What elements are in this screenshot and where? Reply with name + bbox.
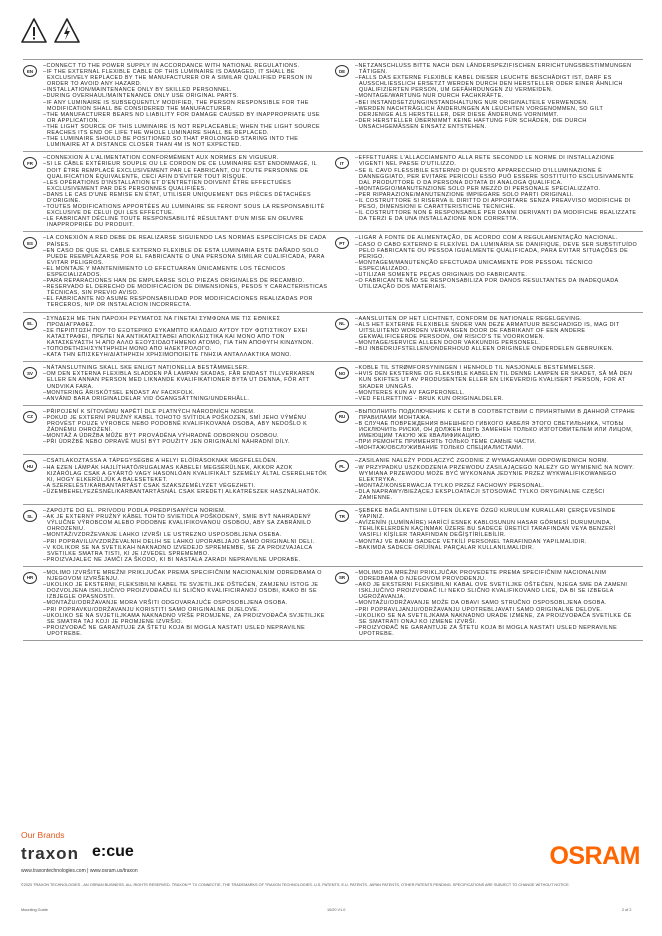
instruction-item: –В СЛУЧАЕ ПОВРЕЖДЕНИЯ ВНЕШНЕГО ГИБКОГО КАБЕЛЯ ЭТОГО СВЕТИЛЬНИКА, ЧТОБЫ ИСКЛЮЧИТЬ РИСКИ, ОН ДОЛЖЕН БЫТЬ ЗАМЕНЕН ТОЛЬКО ИЗГОТОВИТЕЛЕМ ИЛИ ЛИЦОМ, ИМЕЮЩИМ ТАКУЮ ЖЕ КВАЛИФИКАЦИЮ.: [355, 420, 634, 440]
instruction-item: –MONTAŽU/ODRŽAVANJE MORA VRŠITI ODGOVARAJUĆE OSPOSOBLJENA OSOBA.: [43, 600, 288, 607]
instruction-item: –CONNECT TO THE POWER SUPPLY IN ACCORDANCE WITH NATIONAL REGULATIONS.: [43, 63, 300, 69]
instruction-item: –THE MANUFACTURER BEARS NO LIABILITY FOR DAMAGE CAUSED BY INAPPROPRIATE USE OR APPLICATION.: [43, 111, 320, 124]
instruction-list: [43, 570, 329, 637]
instruction-list: [43, 155, 329, 228]
instruction-item: –ZASILANIE NALEŻY PODŁĄCZYĆ ZGODNIE Z WYMAGANIAMI ODPOWIEDNICH NORM.: [355, 458, 609, 465]
instruction-item: –МОНТАЖ/ОБСЛУЖИВАНИЕ ТОЛЬКО СПЕЦИАЛИСТАМИ.: [355, 445, 524, 452]
instruction-list: [43, 409, 329, 452]
language-block: [23, 232, 333, 311]
instruction-item: –A SZERELÉST/KARBANTARTÁST CSAK SZAKSZEMÉLYZET VÉGEZHETI.: [43, 482, 256, 489]
instruction-item: –AKO JE EKSTERNI FLEKSIBILNI KABAL OVE SVETILJKE OŠTEĆEN, NJEGA SME DA ZAMENI ISKLJUČIVO PROIZVOĐAČ ILI NEKO SLIČNO KVALIFIKOVANO LICE, DA BI SE IZBEGLA UGROŽAVANJA.: [355, 582, 628, 601]
language-block: [23, 455, 333, 504]
language-block: [23, 567, 333, 640]
page-number: 2 of 2: [622, 908, 632, 912]
instruction-item: –DLA NAPRAWY/BIEŻĄCEJ EKSPLOATACJI STOSOWAĆ TYLKO ORYGINALNE CZĘŚCI ZAMIENNE.: [355, 488, 605, 501]
language-code-badge: HU: [23, 460, 37, 472]
language-block: [333, 505, 643, 566]
language-block: [23, 505, 333, 566]
instruction-item: –MOLIMO DA MREŽNI PRIKLJUČAK PROVEDETE PREMA SPECIFIČNIM NACIONALNIM ODREDBAMA O NJEGOVOM PROVOĐENJU.: [355, 569, 607, 583]
instruction-item: –AANSLUITEN OP HET LICHTNET, CONFORM DE NATIONALE REGELGEVING.: [355, 315, 583, 322]
instruction-item: –AK JE EXTERNÝ PRUŽNÝ KÁBEL TOHTO SVIETIDLA POŠKODENÝ, SMIE BYŤ NAHRADENÝ VÝLUČNE VÝROBCOM ALEBO PODOBNE KVALIFIKOVANOU OSOBOU, ABY SA ZABRÁNILO OHROZENIU.: [43, 514, 312, 533]
instruction-item: –ΤΟΠΟΘΕΤΗΣΗ/ΣΥΝΤΗΡΗΣΗ ΜΟΝΟ ΑΠΟ ΗΛΕΚΤΡΟΛΟΓΟ.: [43, 346, 212, 353]
instruction-item: –PŘIPOJENÍ K SÍTOVÉMU NAPĚTÍ DLE PLATNÝCH NÁRODNÍCH NOREM.: [43, 408, 256, 415]
instruction-item: –MONTAŻ/KONSERWACJA TYLKO PRZEZ FACHOWY PERSONAL.: [355, 482, 545, 489]
instruction-item: –CASO O CABO EXTERNO E FLEXÍVEL DA LUMINÁRIA SE DANIFIQUE, DEVE SER SUBSTITUÍDO PELO FABRICANTE OU PESSOA IGUALMENTE QUALIFICADA, PARA EVITAR SITUAÇÕES DE PERIGO.: [355, 241, 638, 260]
instruction-item: –PROIZVAJALEC NE JAMČI ZA ŠKODO, KI BI NASTALA ZARADI NEPRAVILNE UPORABE.: [43, 556, 301, 563]
instruction-item: –THE LIGHT SOURCE OF THIS LUMINAIRE IS NOT REPLACEABLE; WHEN THE LIGHT SOURCE REACHES ITS END OF LIFE THE WHOLE LUMINAIRE SHALL BE REPLACED.: [43, 123, 321, 137]
instruction-item: –AVİZENİN (LUMİNAİRE) HARİCİ ESNEK KABLOSUNUN HASAR GÖRMESİ DURUMUNDA, TEHLİKELERDEN KAÇINMAK ÜZERE BU SADECE ÜRETİCİ TARAFINDAN VEYA BENZERİ VASIFLI KİŞİLER TARAFINDAN DEĞİŞTİRİLEBİLİR.: [355, 520, 616, 539]
instruction-item: –UKOLIKO SE NA SVJETILJKAMA NAKNADNO VRŠE PROMJENE, ZA PROIZVOĐAČA SVJETILJKE SE SMATRA TAJ KOJI JE PROMJENE IZVRŠIO.: [43, 612, 325, 625]
instruction-item: –NÄTANSLUTNING SKALL SKE ENLIGT NATIONELLA BESTÄMMELSER.: [43, 365, 250, 372]
language-code-badge: HR: [23, 572, 37, 584]
instruction-item: –MONTAJ VE BAKIM SADECE VETKİLİ PERSONEL TARAFINDAN YAPILMALIDIR.: [355, 538, 587, 545]
language-code-badge: SR: [335, 572, 349, 584]
instruction-item: –PRI POPRAVILU/VZDRŽEVALNIH DELIH SE LAHKO UPORABLJAJO SAMO ORIGINALNI DELI.: [43, 538, 315, 545]
instruction-item: –TOUTES MODIFICATIONS APPORTÉES AU LUMINAIRE SE FERONT SOUS LA RESPONSABILITÉ EXCLUSIVE DE CELUI QUI LES EFFECTUE.: [43, 204, 325, 217]
instruction-list: [355, 63, 639, 148]
language-row: [23, 454, 643, 504]
instruction-item: –VED FEILRETTING - BRUK KUN ORIGINALDELER.: [355, 395, 504, 402]
language-code-badge: RU: [335, 411, 349, 423]
instruction-item: –LE FABRICANT DÉCLINE TOUTE RESPONSABILITÉ RÉSULTANT D'UN MISE EN OEUVRE INAPPROPRIÉE DU PRODUIT.: [43, 216, 304, 229]
language-code-badge: SV: [23, 367, 37, 379]
language-row: [23, 405, 643, 455]
instruction-item: –LIGAR À FONTE DE ALIMENTAÇÃO, DE ACORDO COM A REGULAMENTAÇÃO NACIONAL.: [355, 235, 618, 242]
instruction-item: –ВЫПОЛНИТЬ ПОДКЛЮЧЕНИЕ К СЕТИ В СООТВЕТСТВИИ С ПРИНЯТЫМИ В ДАННОЙ СТРАНЕ ПРАВИЛАМИ МОНТАЖА.: [355, 408, 636, 421]
instruction-item: –EN CASO DE QUE EL CABLE EXTERNO FLEXIBLE DE ESTA LUMINARIA ESTE DAÑADO SOLO PUEDE REEMPLAZARSE POR EL FABRICANTE O UNA PERSONA SIMILAR CUALIFICADA, PARA EVITAR PELIGROS.: [43, 247, 325, 266]
instruction-item: –KOBLE TIL STRØMFORSYNINGEN I HENHOLD TIL NASJONALE BESTEMMELSER.: [355, 365, 596, 372]
instruction-item: –EFFETTUARE L'ALLACCIAMENTO ALLA RETE SECONDO LE NORME DI INSTALLAZIONE VIGENTI NEL PAESE D'UTILIZZO.: [355, 155, 615, 168]
warning-triangle-icon: [20, 17, 48, 45]
language-code-badge: PL: [335, 460, 349, 472]
instruction-item: –ÜZEMBEHELYEZÉSNÉL/KARBANTARTÁSNÁL CSAK EREDETI ALKATRÉSZEK HASZNÁLHATÓK.: [43, 488, 321, 495]
traxon-logo: traxon: [21, 844, 79, 863]
instruction-item: –LES OPÉRATIONS D'INSTALLATION ET D'ENTRETIEN DOIVENT ÊTRE EFFECTUÉES EXCLUSIVEMENT PAR DES PERSONNES QUALIFIÉES.: [43, 179, 292, 192]
instruction-item: –MONTÁŽ/VZDRŽEVANJE LAHKO IZVRŠI LE USTREZNO USPOSOBLJENA OSEBA.: [43, 532, 282, 539]
language-block: [23, 152, 333, 231]
instruction-item: –IL COSTRUTTORE NON È RESPONSABILE PER DANNI DERIVANTI DA MODIFICHE REALIZZATE DA TERZI E DA UNA INSTALLAZIONE NON CORRETTA.: [355, 210, 637, 223]
language-code-badge: PT: [335, 237, 349, 249]
document-version: 10/20 V1.0: [327, 908, 346, 912]
instruction-item: –CSATLAKOZTASSA A TÁPEGYSÉGBE A HELYI ELŐÍRÁSOKNAK MEGFELELŐEN.: [43, 458, 278, 465]
language-row: [23, 361, 643, 405]
instruction-item: –ΣΥΝΔΕΣΗ ΜΕ ΤΗΝ ΠΑΡΟΧΗ ΡΕΥΜΑΤΟΣ ΝΑ ΓΙΝΕΤΑΙ ΣΥΜΦΩΝΑ ΜΕ ΤΙΣ ΕΘΝΙΚΕΣ ΠΡΟΔΙΑΓΡΑΦΕΣ.: [43, 315, 281, 328]
language-code-badge: ES: [23, 237, 37, 249]
instruction-item: –MONTERING ÄR/SKÖTSEL ENDAST AV FACKFOLK.: [43, 389, 195, 396]
instruction-list: [43, 458, 329, 501]
instruction-item: –O FABRICANTE NÃO SE RESPONSABILIZA POR DANOS RESULTANTES DA INADEQUADA UTILIZAÇÃO DOS MATERIAIS.: [355, 278, 619, 291]
language-row: [23, 312, 643, 362]
instruction-item: –ZAPOJTE DO EL. PRIVODU PODLA PREDPISANÝCH NORIEM.: [43, 508, 227, 515]
instruction-item: –OM DEN EXTERNA FLEXIBLA SLADDEN PÅ LAMPAN SKADAS, FÅR ENDAST TILLVERKAREN ELLER EN ANNAN PERSON MED LIKNANDE KVALIFIKATIONER BYTA UT DENNA, FÖR ATT UNDVIKA FARA.: [43, 371, 315, 390]
language-row: [23, 566, 643, 641]
instruction-item: –UTILIZAR SOMENTE PEÇAS ORIGINAIS DO FABRICANTE.: [355, 272, 528, 278]
instruction-list: [43, 235, 329, 308]
warning-icons: [20, 17, 81, 45]
instruction-item: –HVIS DEN EKSTERNE OG FLEKSIBLE KABELEN TIL DENNE LAMPEN ER SKADET, SÅ MÅ DEN KUN SKIFTES UT AV PRODUSENTEN ELLER EN LIKEVERDIG KVALISERT PERSON, FOR AT SKADER UNNGÅS.: [355, 371, 633, 390]
language-block: [333, 406, 643, 455]
instruction-item: –MONTAGEM/MANUTENÇÃO EFECTUADA UNICAMENTE POR PESSOAL TÉCNICO ESPECIALIZADO.: [355, 259, 593, 272]
language-block: [333, 362, 643, 405]
language-block: [23, 362, 333, 405]
instruction-item: –DURING OVERHAUL/MAINTENANCE ONLY USE ORIGINAL PARTS.: [43, 93, 239, 100]
instruction-list: [43, 365, 329, 402]
instruction-list: [43, 508, 329, 563]
instruction-item: –IF ANY LUMINAIRE IS SUBSEQUENTLY MODIFIED, THE PERSON RESPONSIBLE FOR THE MODIFICATION SHALL BE CONSIDERED THE MANUFACTURER.: [43, 99, 309, 112]
language-code-badge: NL: [335, 318, 349, 330]
legal-notice: ©2020 TRAXON TECHNOLOGIES - AN OSRAM BUSINESS. ALL RIGHTS RESERVED. TRAXON™ TX CONNECTIE, THE TRADEMARKS OF TRAXON TECHNOLOGIES. U.S. PATENTS. E.U. PATENTS. JAPAN PATENTS, OTHER PATENTS PENDING. SPECIFICATIONS ARE SUBJECT TO CHANGE WITHOUT NOTICE.: [21, 883, 570, 887]
language-block: [333, 60, 643, 151]
instruction-item: –MONTAŽU/ODRŽAVANJE MOŽE DA OBAVI SAMO STRUČNO OSPOSOBLJENA OSOBA.: [355, 600, 607, 607]
instruction-item: –SI LE CÂBLE EXTÉRIEUR SOUPLE OU LE CORDON DE CE LUMINAIRE EST ENDOMMAGÉ, IL DOIT ÊTRE REMPLACÉ EXCLUSIVEMENT PAR LE FABRICANT, OU TOUTE PERSONNE DE QUALIFICATION ÉQUIVALENTE, CECI AFIN D'ÉVITER TOUT RISQUE.: [43, 161, 317, 180]
language-block: [333, 232, 643, 311]
instruction-item: –ŞEBEKE BAĞLANTISINI LÜTFEN ÜLKEYE ÖZGÜ KURULUM KURALLARI ÇERÇEVESİNDE YAPINIZ.: [355, 508, 616, 521]
instruction-item: –EL MONTAJE Y MANTENIMIENTO LO EFECTUARAN ÚNICAMENTE LOS TÉCNICOS ESPECIALIZADOS.: [43, 265, 286, 278]
website-urls: www.traxontechnologies.com | www.osram.us/traxon: [21, 868, 138, 874]
instruction-item: –BIJ INBEDRIJFSTELLEN/ONDERHOUD ALLEEN ORIGINELE ONDERDELEN GEBRUIKEN.: [355, 346, 614, 353]
instruction-list: [355, 508, 639, 563]
instruction-item: –ПРИ РЕМОНТЕ ПРИМЕНЯТЬ ТОЛЬКО ТЕМЕ САМЫЕ ЧАСТИ.: [355, 439, 537, 446]
instruction-list: [355, 458, 639, 501]
instruction-item: –PROIZVOĐAČ NE GARANTUJE ZA ŠTETU KOJA BI MOGLA NASTATI USLED NEPRAVILNE UPOTREBE.: [43, 624, 306, 637]
instruction-list: [355, 316, 639, 359]
instruction-item: –MONTAGGIO/MANUTENZIONE SOLO PER MEZZO DI PERSONALE SPECIALIZZATO.: [355, 185, 601, 192]
instruction-item: –CONNEXION À L'ALIMENTATION CONFORMÉMENT AUX NORMES EN VIGUEUR.: [43, 155, 279, 162]
instruction-item: –PROIZVOĐAČ NE GARANTUJE ZA ŠTETU KOJA BI MOGLA NASTATI USLED NEPRAVILNE UPOTREBE.: [355, 624, 618, 637]
our-brands-heading: Our Brands: [21, 830, 65, 840]
instruction-list: [355, 155, 639, 228]
instruction-item: –DANS LE CAS D'UNE REMISE EN ÉTAT, UTILISER UNIQUEMENT DES PIÈCES DÉTACHÉES D'ORIGINE.: [43, 191, 312, 204]
instruction-item: –THE LUMINAIRE SHOULD BE POSITIONED SO THAT PROLONGED STARING INTO THE LUMINAIRE AT A DISTANCE CLOSER THAN 4M IS NOT EXPECTED.: [43, 136, 299, 149]
instruction-item: –DER HERSTELLER ÜBERNIMMT KEINE HAFTUNG FÜR SCHÄDEN, DIE DURCH UNSACHGEMÄSSEN EINSATZ ENTSTEHEN.: [355, 117, 587, 130]
ecue-logo: e:cue: [92, 843, 134, 860]
instruction-list: [43, 316, 329, 359]
language-row: [23, 504, 643, 566]
instruction-item: –HA EZEN LÁMPÁK HAJLÍTHATÓ/RUGALMAS KÁBELEI MEGSÉRÜLNEK, AKKOR AZOK KIZÁRÓLAG CSAK A GYÁRTÓ VAGY HASONLÓAN KVALIFIKÁLT SZEMÉLY ÁLTAL CSERÉLHETŐK KI, HOGY ELKERÜLJÜK A BALESETEKET.: [43, 464, 328, 483]
instruction-item: –WERDEN NACHTRÄGLICH ÄNDERUNGEN AN LEUCHTEN VORGENOMMEN, SO GILT DERJENIGE ALS HERSTELLER, DER DIESE ÄNDERUNG VORNIMMT.: [355, 105, 604, 118]
instruction-item: –MONTERES KUN AV FAGPERONELL.: [355, 389, 466, 396]
instruction-item: –ANVÄND BARA ORIGINALDELAR VID ÖGANGSÄTTNING/UNDERHÅLL.: [43, 395, 250, 402]
instruction-item: –MONTAGE/WARTUNG NUR DURCH FACHKRÄFTE.: [355, 93, 504, 100]
instruction-item: –UKOLIKO JE EKSTERNI, FLEKSIBILNI KABEL TE SVJETILJKE OŠTEĆEN, ZAMJENU ISTOG JE DOZVOLJENA ISKLJUČIVO PROIZVOĐAČU ILI SLIČNO KVALIFICIRANOJ OSOBI, KAKO BI SE IZBJEGLE OPASNOSTI.: [43, 582, 319, 601]
document-name: Mounting Guide: [21, 908, 48, 912]
instruction-item: –ΚΑΤΑ ΤΗΝ ΕΠΙΣΚΕΥΗ/ΔΙΑΤΗΡΗΣΗ ΧΡΗΣΙΜΟΠΟΙΕΙΤΕ ΓΝΗΣΙΑ ΑΝΤΑΛΛΑΚΤΙΚΑ ΜΟΝΟ.: [43, 352, 292, 359]
instruction-item: –BEI INSTANDSETZUNG/INSTANDHALTUNG NUR ORIGINALTEILE VERWENDEN.: [355, 99, 589, 106]
language-block: [333, 313, 643, 362]
instruction-item: –PRI POPRAVKU/ODRŽAVANJU KORISTITI SAMO ORIGINALNE DIJELOVE.: [43, 606, 260, 613]
instruction-item: –PARA REPARACIONES HAN DE EMPLEARSE SOLO PIEZAS ORIGINALES DE RECAMBIO.: [43, 278, 305, 285]
language-code-badge: DE: [335, 65, 349, 77]
instruction-item: –ALS HET EXTERNE FLEXIBELE SNOER VAN DEZE ARMATUUR BESCHADIGD IS, MAG DIT UITSLUITEND WORDEN VERVANGEN DOOR DE FABRIKANT OF EEN ANDERE GEKWALIFICEERDE PERSOON, OM RISICO'S TE VOORKOMEN.: [355, 321, 620, 340]
osram-logo: OSRAM: [549, 842, 640, 870]
language-code-badge: TR: [335, 510, 349, 522]
instruction-item: –SE IL CAVO FLESSIBILE ESTERNO DI QUESTO APPARECCHIO D'ILLUMINAZIONE È DANNEGGIATO, PER EVITARE PERICOLI ESSO PUÒ ESSERE SOSTITUITO ESCLUSIVAMENTE DAL PRODUTTORE O DA PERSONA DOTATA DI ANALOGA QUALIFICA.: [355, 167, 634, 186]
language-code-badge: EL: [23, 318, 37, 330]
language-code-badge: CZ: [23, 411, 37, 423]
instruction-item: –MONTAGE/SERVICE ALLEEN DOOR VAKKUNDIG PERSONEEL.: [355, 339, 541, 346]
language-block: [23, 313, 333, 362]
instruction-item: –NETZANSCHLUSS BITTE NACH DEN LÄNDERSPEZIFISCHEN ERRICHTUNGSBESTIMMUNGEN TÄTIGEN.: [355, 63, 632, 76]
language-code-badge: SL: [23, 510, 37, 522]
safety-instructions-grid: [23, 59, 643, 641]
instruction-item: –ΣΕ ΠΕΡΙΠΤΩΣΗ ΠΟΥ ΤΟ ΕΞΩΤΕΡΙΚΟ ΕΥΚΑΜΠΤΟ ΚΑΛΩΔΙΟ ΑΥΤΟΥ ΤΟΥ ΦΩΤΙΣΤΙΚΟΥ ΕΧΕΙ ΚΑΤΑΣΤΡΑΦΕΙ, ΠΡΕΠΕΙ ΝΑ ΑΝΤΙΚΑΤΑΣΤΑΘΕΙ ΑΠΟΚΛΕΙΣΤΙΚΑ ΚΑΙ ΜΟΝΟ ΑΠΟ ΤΟΝ ΚΑΤΑΣΚΕΥΑΣΤΗ Ή ΑΠΟ ΑΛΛΟ ΕΞΟΥΣΙΟΔΟΤΗΜΕΝΟ ΑΤΟΜΟ, ΓΙΑ ΤΗΝ ΑΠΟΦΥΓΗ ΚΙΝΔΥΝΟΝ.: [43, 327, 314, 346]
instruction-list: [355, 570, 639, 637]
instruction-list: [355, 235, 639, 308]
instruction-item: –RESERVADO EL DERECHO DE MODIFICACION DE DIMENSIONES, PESOS Y CARACTERISTICAS TÉCNICAS, SIN PREVIO AVISO.: [43, 284, 328, 297]
instruction-item: –MONTÁŽ A ÚDRŽBA MŮŽE BÝT PROVÁDĚNA VÝHRADNĚ ODBORNOU OSOBOU.: [43, 433, 280, 440]
instruction-item: –IF THE EXTERNAL FLEXIBLE CABLE OF THIS LUMINAIRE IS DAMAGED, IT SHALL BE EXCLUSIVELY REPLACED BY THE MANUFACTURER OR A SIMILAR QUALIFIED PERSON IN ORDER TO AVOID ANY HAZARD.: [43, 69, 313, 88]
electric-hazard-icon: [53, 17, 81, 45]
instruction-item: –EL FABRICANTE NO ASUME RESPONSABILIDAD POR MODIFICACIONES REALIZADAS POR TERCEROS, NIP OR INSTALACION INCORRECTA.: [43, 296, 313, 309]
instruction-list: [43, 63, 329, 148]
instruction-item: –PER RIPARAZIONE/MANUTENZIONE IMPIEGARE SOLO PARTI ORIGINALI.: [355, 191, 574, 198]
language-row: [23, 151, 643, 231]
instruction-item: –PŘI ÚDRŽBĚ NEBO OPRAVĚ MUSÍ BÝT POUŽITY JEN ORIGINÁLNÍ NÁHRADNÍ DÍLY.: [43, 439, 290, 446]
instruction-item: –MOLIMO IZVRŠITE MREŽNI PRIKLJUČAK PREMA SPECIFIČNIM NACIONALNIM ODREDBAMA O NJEGOVOM IZVRŠENJU.: [43, 569, 322, 583]
instruction-item: –POKUD JE EXTERNÍ PRUŽNÝ KABEL TOHOTO SVÍTIDLA POŠKOZEN, SMÍ JEHO VÝMĚNU PROVÉST POUZE VÝROBCE NEBO PODOBNĚ KVALIFIKOVANÁ OSOBA, ABY NEDOŠLO K ŽÁDNÉMU OHROŽENÍ.: [43, 414, 308, 434]
instruction-item: –IL COSTRUTTORE SI RISERVA IL DIRITTO DI APPORTARE SENZA PREAVVISO MODIFICHE DI PESO, DIMENSIONI E CARATTERISTICHE TECNICHE.: [355, 197, 631, 211]
language-code-badge: EN: [23, 65, 37, 77]
instruction-item: –BAKIMDA SADECE ORİJİNAL PARÇALAR KULLANILMALIDIR.: [355, 544, 535, 551]
instruction-item: –INSTALLATION/MAINTENANCE ONLY BY SKILLED PERSONNEL.: [43, 87, 232, 94]
instruction-item: –FALLS DAS EXTERNE FLEXIBLE KABEL DIESER LEUCHTE BESCHÄDIGT IST, DARF ES AUSSCHLIESSLICH ERSETZT WERDEN DURCH DEN HERSTELLER ODER EINER ÄHNLICH QUALIFIZIERTEN PERSON, UM GEFÄHRDUNGEN ZU VERMEIDEN.: [355, 75, 623, 94]
language-block: [333, 455, 643, 504]
instruction-list: [355, 365, 639, 402]
language-block: [23, 406, 333, 455]
instruction-item: –V KOLIKOR SE NA SVETILKAH NAKNADNO IZVEDEJO SPREMEMBE, SE ZA PROIZVAJALCA SVETILKE SMATRA TISTI, KI JE IZVEDEL SPREMEMBO.: [43, 544, 313, 557]
language-code-badge: IT: [335, 157, 349, 169]
language-code-badge: FR: [23, 157, 37, 169]
instruction-list: [355, 409, 639, 452]
instruction-item: –UKOLIKO SE NA SVETILJKAMA NAKNADNO URADE IZMENE, ZA PROIZVOĐAČA SVETILKE ĆE SE SMATRATI ONAJ KO IZMENE IZVRŠI.: [355, 612, 632, 625]
language-row: [23, 231, 643, 311]
language-block: [333, 152, 643, 231]
language-code-badge: NO: [335, 367, 349, 379]
language-block: [333, 567, 643, 640]
instruction-item: –LA CONEXIÓN A RED DEBE DE REALIZARSE SIGUIENDO LAS NORMAS ESPECÍFICAS DE CADA PAÍSES.: [43, 235, 327, 248]
instruction-item: –PRI POPRAVLJANJU/ODRŽAVANJU UPOTREBLJAVATI SAMO ORIGINALNE DELOVE.: [355, 606, 603, 613]
language-row: [23, 59, 643, 151]
instruction-item: –W PRZYPADKU USZKODZENIA PRZEWODU ZASILAJĄCEGO NALEŻY GO WYMIENIĆ NA NOWY. WYMIANA PRZEWODU MOŻE BYĆ WYKONANA JEDYNIE PRZEZ WYKWALIFIKOWANEGO ELEKTRYKA.: [355, 464, 635, 483]
language-block: [23, 60, 333, 151]
